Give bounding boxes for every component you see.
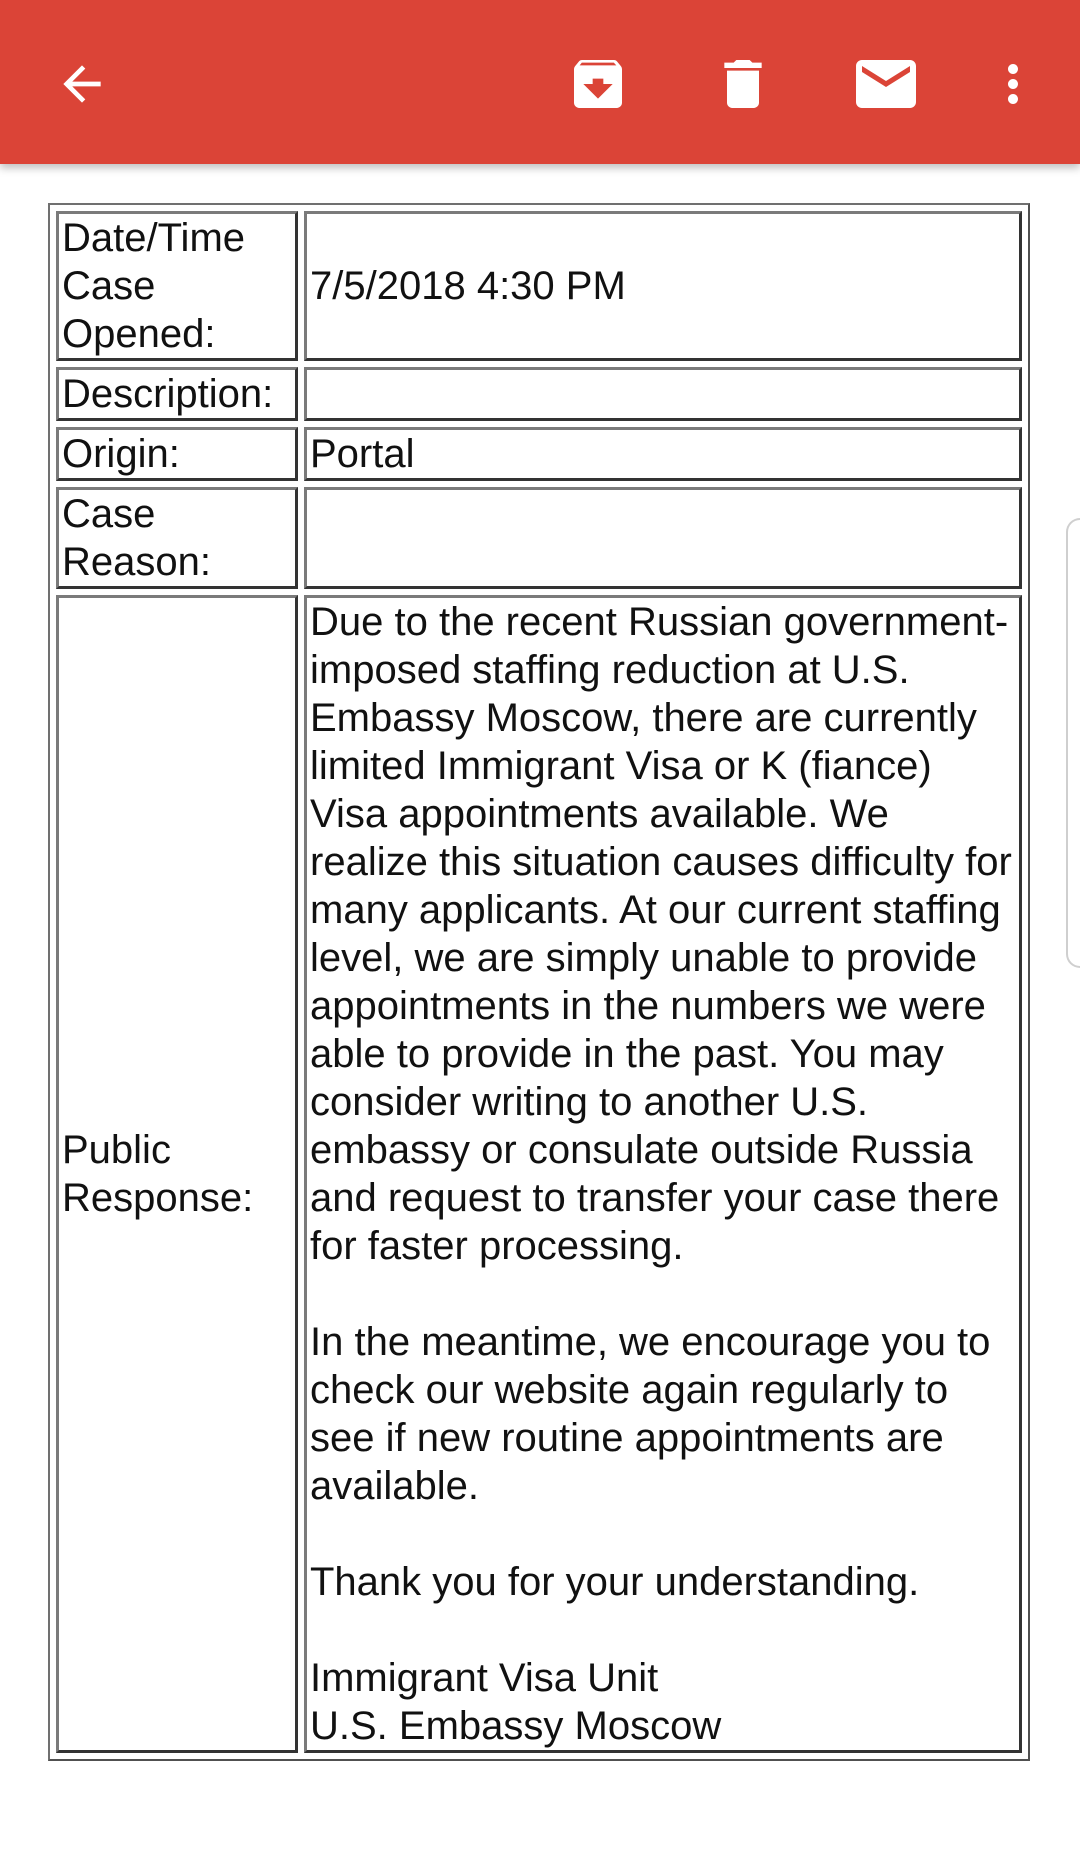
- message-body[interactable]: [0, 164, 1080, 1872]
- table-row: [56, 487, 1022, 589]
- scroll-handle[interactable]: [1066, 518, 1080, 968]
- table-row: [56, 427, 1022, 481]
- table-row: [56, 211, 1022, 361]
- mark-unread-button[interactable]: [846, 44, 926, 124]
- date-opened-label: Date/Time Case Opened:: [56, 211, 298, 361]
- table-row: [56, 595, 1022, 1753]
- more-options-button[interactable]: [973, 44, 1053, 124]
- back-button[interactable]: [42, 44, 122, 124]
- case-details-table: [48, 203, 1030, 1761]
- origin-label: Origin:: [56, 427, 298, 481]
- signature-line-1: Immigrant Visa Unit: [310, 1656, 659, 1700]
- case-reason-label: Case Reason:: [56, 487, 298, 589]
- signature-line-2: U.S. Embassy Moscow: [310, 1704, 722, 1748]
- public-response-value: [304, 595, 1022, 1753]
- case-reason-value: [304, 487, 1022, 589]
- arrow-left-icon: [54, 56, 110, 112]
- archive-icon: [566, 52, 630, 116]
- description-value: [304, 367, 1022, 421]
- more-vert-icon: [983, 54, 1043, 114]
- description-label: Description:: [56, 367, 298, 421]
- mail-icon: [850, 48, 922, 120]
- delete-button[interactable]: [703, 44, 783, 124]
- origin-value: Portal: [304, 427, 1022, 481]
- date-opened-value: 7/5/2018 4:30 PM: [304, 211, 1022, 361]
- table-row: [56, 367, 1022, 421]
- archive-button[interactable]: [558, 44, 638, 124]
- response-paragraph: Thank you for your understanding.: [310, 1560, 920, 1604]
- app-bar: [0, 0, 1080, 164]
- response-paragraph: In the meantime, we encourage you to check our website again regularly to see if new routine appointments are available.: [310, 1320, 991, 1508]
- public-response-label: Public Response:: [56, 595, 298, 1753]
- response-signature: [310, 1654, 1015, 1750]
- trash-icon: [711, 52, 775, 116]
- response-paragraph: Due to the recent Russian government-imposed staffing reduction at U.S. Embassy Moscow, there are currently limited Immigrant Visa or K (fiance) Visa appointments available. We realize this situation causes difficulty for many applicants. At our current staffing level, we are simply unable to provide appointments in the numbers we were able to provide in the past. You may consider writing to another U.S. embassy or consulate outside Russia and request to transfer your case there for faster processing.: [310, 600, 1012, 1268]
